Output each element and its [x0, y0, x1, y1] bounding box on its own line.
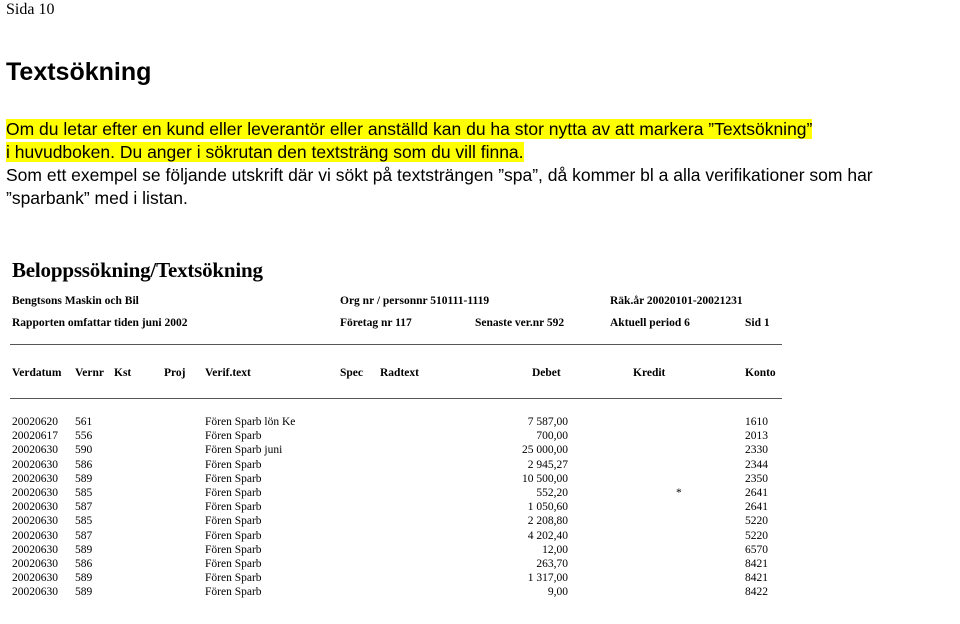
report-last-ver: Senaste ver.nr 592	[475, 317, 565, 329]
body-text: Som ett exempel se följande utskrift där vi sökt på textsträngen ”spa”, då kommer bl a alla verifikationer som har ”sparbank” med i listan.	[6, 165, 873, 208]
cell-konto: 1610	[745, 416, 768, 428]
cell-debet: 700,00	[536, 430, 568, 443]
table-row	[8, 544, 788, 558]
cell-vernr: 589	[75, 586, 93, 599]
cell-veriftext: Fören Sparb	[205, 472, 262, 485]
cell-veriftext: Fören Sparb	[205, 586, 262, 599]
cell-konto: 2641	[745, 487, 768, 499]
cell-veriftext: Fören Sparb	[205, 501, 262, 514]
cell-verdatum: 20020617	[12, 430, 58, 443]
table-row	[8, 572, 788, 586]
report-divider-2	[10, 398, 782, 399]
col-debet: Debet	[532, 367, 561, 379]
cell-debet: 2 208,80	[527, 515, 568, 528]
report-divider	[10, 344, 782, 345]
cell-kredit: *	[676, 487, 682, 499]
cell-verdatum: 20020630	[12, 501, 58, 514]
cell-veriftext: Fören Sparb lön Ke	[205, 416, 296, 428]
cell-debet: 1 050,60	[527, 501, 568, 514]
table-row	[8, 586, 788, 600]
page-title: Textsökning	[6, 58, 152, 86]
cell-veriftext: Fören Sparb	[205, 529, 262, 542]
cell-vernr: 590	[75, 444, 93, 457]
col-proj: Proj	[164, 367, 186, 379]
cell-konto: 8421	[745, 558, 768, 570]
report-company: Bengtsons Maskin och Bil	[12, 295, 139, 307]
table-row	[8, 459, 788, 473]
cell-debet: 10 500,00	[522, 472, 568, 485]
table-row	[8, 416, 788, 430]
cell-debet: 4 202,40	[527, 529, 568, 542]
cell-konto: 2350	[745, 472, 768, 485]
cell-vernr: 586	[75, 458, 93, 471]
table-row	[8, 530, 788, 544]
cell-verdatum: 20020630	[12, 558, 58, 570]
cell-verdatum: 20020630	[12, 572, 58, 585]
cell-konto: 2013	[745, 430, 768, 443]
cell-veriftext: Fören Sparb	[205, 558, 262, 570]
cell-vernr: 586	[75, 558, 93, 570]
cell-vernr: 585	[75, 487, 93, 499]
table-row	[8, 515, 788, 529]
cell-vernr: 587	[75, 501, 93, 514]
cell-debet: 9,00	[547, 586, 568, 599]
cell-konto: 2344	[745, 458, 768, 471]
cell-debet: 25 000,00	[522, 444, 568, 457]
cell-konto: 5220	[745, 529, 768, 542]
report-org-nr: Org nr / personnr 510111-1119	[340, 295, 490, 307]
report-image	[8, 255, 788, 623]
cell-veriftext: Fören Sparb	[205, 487, 262, 499]
cell-konto: 5220	[745, 515, 768, 528]
report-title: Beloppssökning/Textsökning	[12, 258, 263, 282]
cell-debet: 263,70	[536, 558, 568, 570]
cell-verdatum: 20020630	[12, 543, 58, 556]
cell-veriftext: Fören Sparb	[205, 572, 262, 585]
cell-konto: 6570	[745, 543, 768, 556]
highlighted-text-line2: i huvudboken. Du anger i sökrutan den textsträng som du vill finna.	[6, 142, 524, 162]
col-kst: Kst	[114, 367, 132, 379]
cell-veriftext: Fören Sparb	[205, 543, 262, 556]
cell-vernr: 589	[75, 572, 93, 585]
cell-vernr: 589	[75, 543, 93, 556]
cell-debet: 552,20	[536, 487, 568, 499]
report-current-period: Aktuell period 6	[610, 317, 690, 329]
col-spec: Spec	[340, 367, 363, 379]
cell-vernr: 561	[75, 416, 93, 428]
cell-veriftext: Fören Sparb juni	[205, 444, 283, 457]
cell-veriftext: Fören Sparb	[205, 515, 262, 528]
page-number: Sida 10	[6, 1, 55, 18]
col-veriftext: Verif.text	[205, 367, 251, 379]
cell-verdatum: 20020630	[12, 529, 58, 542]
table-row	[8, 501, 788, 515]
cell-verdatum: 20020630	[12, 515, 58, 528]
cell-veriftext: Fören Sparb	[205, 430, 262, 443]
cell-verdatum: 20020630	[12, 472, 58, 485]
cell-vernr: 585	[75, 515, 93, 528]
table-row	[8, 473, 788, 487]
col-vernr: Vernr	[75, 367, 104, 379]
col-kredit: Kredit	[633, 367, 666, 379]
cell-vernr: 587	[75, 529, 93, 542]
cell-verdatum: 20020630	[12, 444, 58, 457]
table-row	[8, 558, 788, 572]
col-verdatum: Verdatum	[12, 367, 62, 379]
report-page: Sid 1	[745, 317, 770, 329]
cell-veriftext: Fören Sparb	[205, 458, 262, 471]
intro-paragraph	[6, 118, 956, 210]
cell-debet: 12,00	[542, 543, 568, 556]
cell-konto: 8422	[745, 586, 768, 599]
report-company-nr: Företag nr 117	[340, 317, 412, 329]
cell-debet: 1 317,00	[527, 572, 568, 585]
cell-konto: 8421	[745, 572, 768, 585]
cell-debet: 2 945,27	[527, 458, 568, 471]
col-radtext: Radtext	[380, 367, 419, 379]
cell-konto: 2330	[745, 444, 768, 457]
table-row	[8, 444, 788, 458]
cell-debet: 7 587,00	[527, 416, 568, 428]
cell-verdatum: 20020630	[12, 586, 58, 599]
cell-verdatum: 20020630	[12, 487, 58, 499]
report-period-text: Rapporten omfattar tiden juni 2002	[12, 317, 188, 329]
report-fiscal-year: Räk.år 20020101-20021231	[610, 295, 743, 307]
cell-verdatum: 20020630	[12, 458, 58, 471]
cell-verdatum: 20020620	[12, 416, 58, 428]
cell-konto: 2641	[745, 501, 768, 514]
col-konto: Konto	[745, 367, 776, 379]
table-row	[8, 487, 788, 501]
highlighted-text-line1: Om du letar efter en kund eller leverantör eller anställd kan du ha stor nytta av att markera ”Textsökning”	[6, 119, 813, 139]
cell-vernr: 589	[75, 472, 93, 485]
table-row	[8, 430, 788, 444]
cell-vernr: 556	[75, 430, 93, 443]
